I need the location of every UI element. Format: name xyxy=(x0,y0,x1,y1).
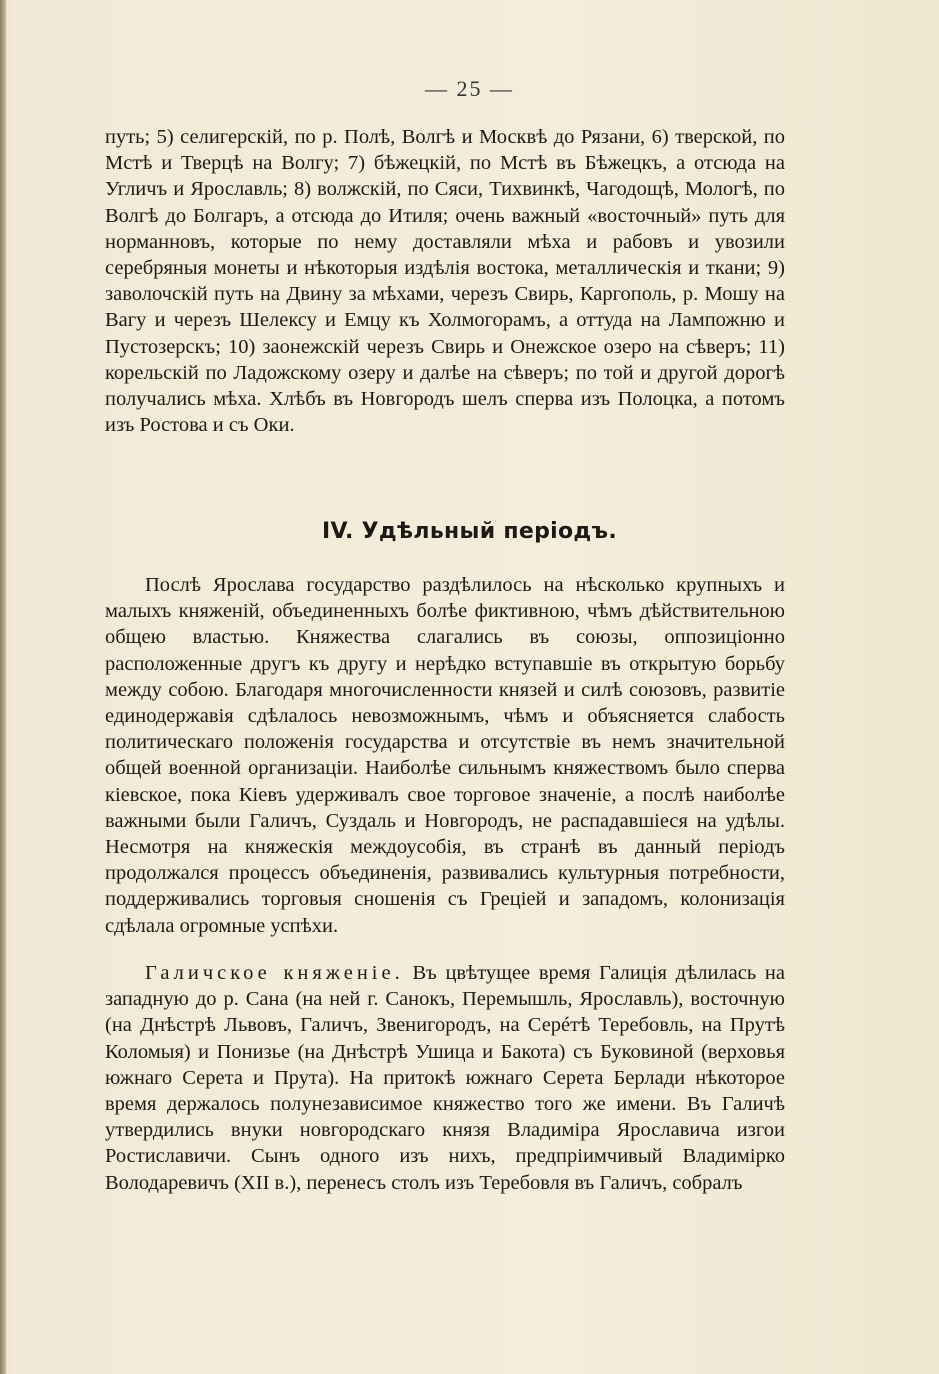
paragraph-body-galich: Въ цвѣтущее время Галиція дѣлилась на западную до р. Сана (на ней г. Санокъ, Перемышль, Ярославль), восточную (на Днѣстрѣ Львовъ, Галичъ, Звенигородъ, на Серéтѣ Теребовль, на Прутѣ Коломыя) и Понизье (на Днѣстрѣ Ушица и Бакота) съ Буковиной (верховья южнаго Серета и Прута). На притокѣ южнаго Серета Берлади нѣкоторое время держалось полунезависимое княжество того же имени. Въ Галичѣ утвердились внуки новгородскаго князя Владиміра Ярославича изгои Ростиславичи. Сынъ одного изъ нихъ, предпріимчивый Владимірко Володаревичъ (XII в.), перенесъ столъ изъ Теребовля въ Галичъ, собралъ xyxy=(105,962,786,1194)
section-heading: IV. Удѣльный періодъ. xyxy=(322,519,617,544)
page-number: — 25 — xyxy=(425,76,514,101)
page-spine-shadow xyxy=(0,0,6,1374)
paragraph-galich-principality xyxy=(105,960,785,1196)
paragraph-appanage-period: Послѣ Ярослава государство раздѣлилось на нѣсколько крупныхъ и малыхъ княженій, объединенныхъ болѣе фиктивною, чѣмъ дѣйствительною общею властью. Княжества слагались въ союзы, оппозиціонно расположенные другъ къ другу и нерѣдко вступавшіе въ открытую борьбу между собою. Благодаря многочисленности князей и силѣ союзовъ, развитіе единодержавія сдѣлалось невозможнымъ, чѣмъ и объясняется слабость политическаго положенія государства и отсутствіе въ немъ значительной общей военной организаціи. Наиболѣе сильнымъ княжествомъ было сперва кіевское, пока Кіевъ удерживалъ свое торговое значеніе, а послѣ наиболѣе важными были Галичъ, Суздаль и Новгородъ, не распадавшіеся на удѣлы. Несмотря на княжескія междоусобія, въ странѣ въ данный періодъ продолжался процессъ объединенія, развивались культурныя потребности, поддерживались торговыя сношенія съ Греціей и западомъ, колонизація сдѣлала огромные успѣхи. xyxy=(105,574,785,937)
paragraph-lead-galich: Галичское княженіе. xyxy=(145,962,404,984)
paragraph-trade-routes: путь; 5) селигерскій, по р. Полѣ, Волгѣ и Москвѣ до Рязани, 6) тверской, по Мстѣ и Тверцѣ на Волгу; 7) бѣжецкій, по Мстѣ въ Бѣжецкъ, а отсюда на Угличъ и Ярославль; 8) волжскій, по Сяси, Тихвинкѣ, Чагодощѣ, Мологѣ, по Волгѣ до Болгаръ, а отсюда до Итиля; очень важный «восточный» путь для норманновъ, которые по нему доставляли мѣха и рабовъ и увозили серебряныя монеты и нѣкоторыя издѣлія востока, металлическія и ткани; 9) заволочскій путь на Двину за мѣхами, черезъ Свирь, Каргополь, р. Мошу на Вагу и черезъ Шелексу и Емцу къ Холмогорамъ, а оттуда на Лампожню и Пустозерскъ; 10) заонежскій черезъ Свирь и Онежское озеро на сѣверъ; 11) корельскій по Ладожскому озеру и далѣе на сѣверъ; по той и другой дорогѣ получались мѣха. Хлѣбъ въ Новгородъ шелъ сперва изъ Полоцка, а потомъ изъ Ростова и съ Оки. xyxy=(105,126,785,437)
